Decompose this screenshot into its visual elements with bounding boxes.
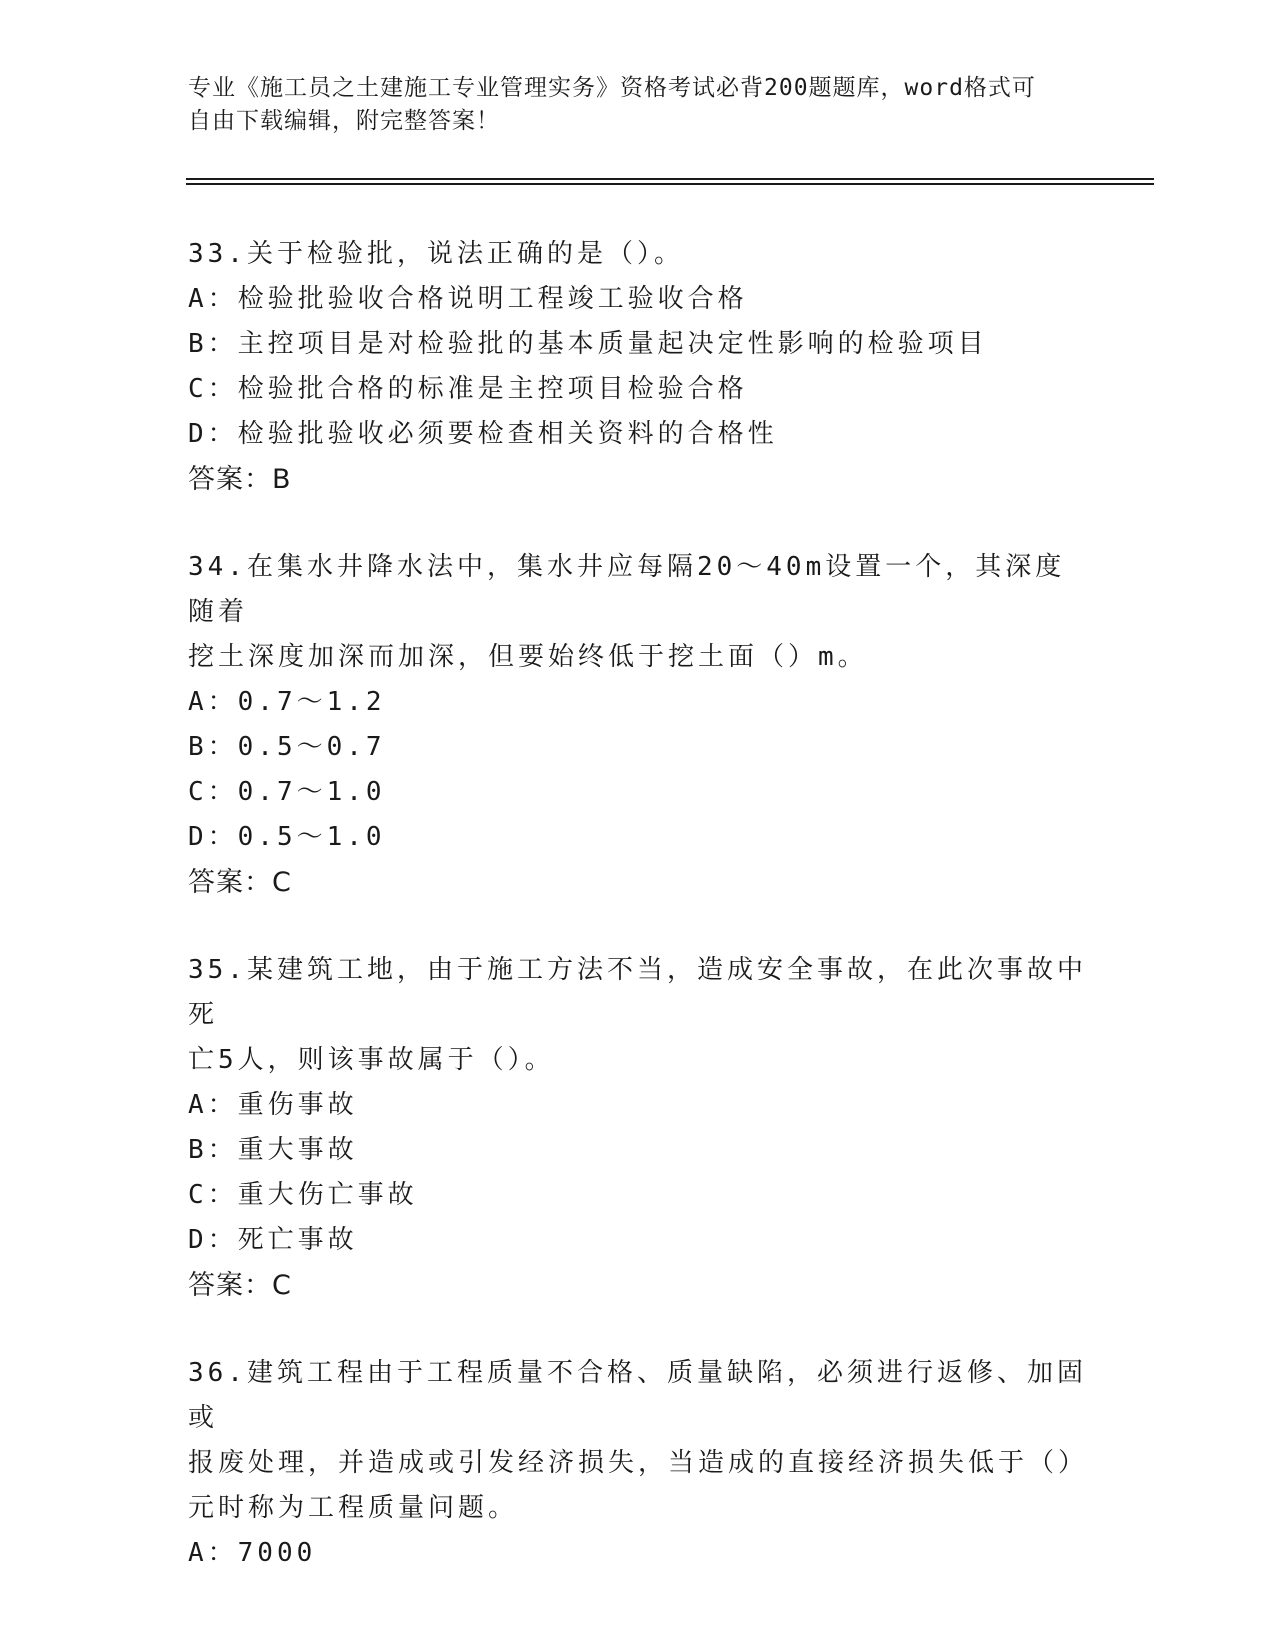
question-34 bbox=[188, 545, 1088, 905]
option-c: C：0.7～1.0 bbox=[188, 777, 386, 807]
question-text: 33.关于检验批，说法正确的是（）。 bbox=[188, 239, 684, 269]
question-text: 元时称为工程质量问题。 bbox=[188, 1493, 519, 1523]
option-d: D：检验批验收必须要检查相关资料的合格性 bbox=[188, 419, 778, 449]
option-b: B：0.5～0.7 bbox=[188, 732, 386, 762]
option-b: B：主控项目是对检验批的基本质量起决定性影响的检验项目 bbox=[188, 329, 988, 359]
option-b: B：重大事故 bbox=[188, 1135, 358, 1165]
question-text: 挖土深度加深而加深，但要始终低于挖土面（）m。 bbox=[188, 642, 868, 672]
question-33 bbox=[188, 232, 1088, 502]
option-d: D：死亡事故 bbox=[188, 1225, 358, 1255]
answer: 答案：C bbox=[188, 867, 292, 898]
question-35 bbox=[188, 948, 1088, 1308]
option-c: C：重大伤亡事故 bbox=[188, 1180, 418, 1210]
option-c: C：检验批合格的标准是主控项目检验合格 bbox=[188, 374, 748, 404]
header-line-1: 专业《施工员之土建施工专业管理实务》资格考试必背200题题库，word格式可 bbox=[188, 75, 1036, 101]
document-header bbox=[188, 72, 1088, 138]
option-a: A：7000 bbox=[188, 1538, 317, 1568]
question-text: 34.在集水井降水法中，集水井应每隔20～40m设置一个，其深度随着 bbox=[188, 552, 1066, 627]
option-a: A：0.7～1.2 bbox=[188, 687, 386, 717]
question-text: 35.某建筑工地，由于施工方法不当，造成安全事故，在此次事故中死 bbox=[188, 955, 1087, 1030]
answer: 答案：C bbox=[188, 1270, 292, 1301]
header-rule-bottom bbox=[186, 183, 1154, 185]
question-text: 报废处理，并造成或引发经济损失，当造成的直接经济损失低于（） bbox=[188, 1448, 1089, 1478]
option-d: D：0.5～1.0 bbox=[188, 822, 386, 852]
option-a: A：检验批验收合格说明工程竣工验收合格 bbox=[188, 284, 748, 314]
question-text: 36.建筑工程由于工程质量不合格、质量缺陷，必须进行返修、加固或 bbox=[188, 1358, 1087, 1433]
option-a: A：重伤事故 bbox=[188, 1090, 358, 1120]
question-36 bbox=[188, 1351, 1088, 1576]
answer: 答案：B bbox=[188, 464, 292, 495]
question-list bbox=[188, 232, 1088, 1619]
question-text: 亡5人，则该事故属于（）。 bbox=[188, 1045, 555, 1075]
header-line-2: 自由下载编辑，附完整答案！ bbox=[188, 108, 500, 134]
header-rule-top bbox=[186, 178, 1154, 180]
